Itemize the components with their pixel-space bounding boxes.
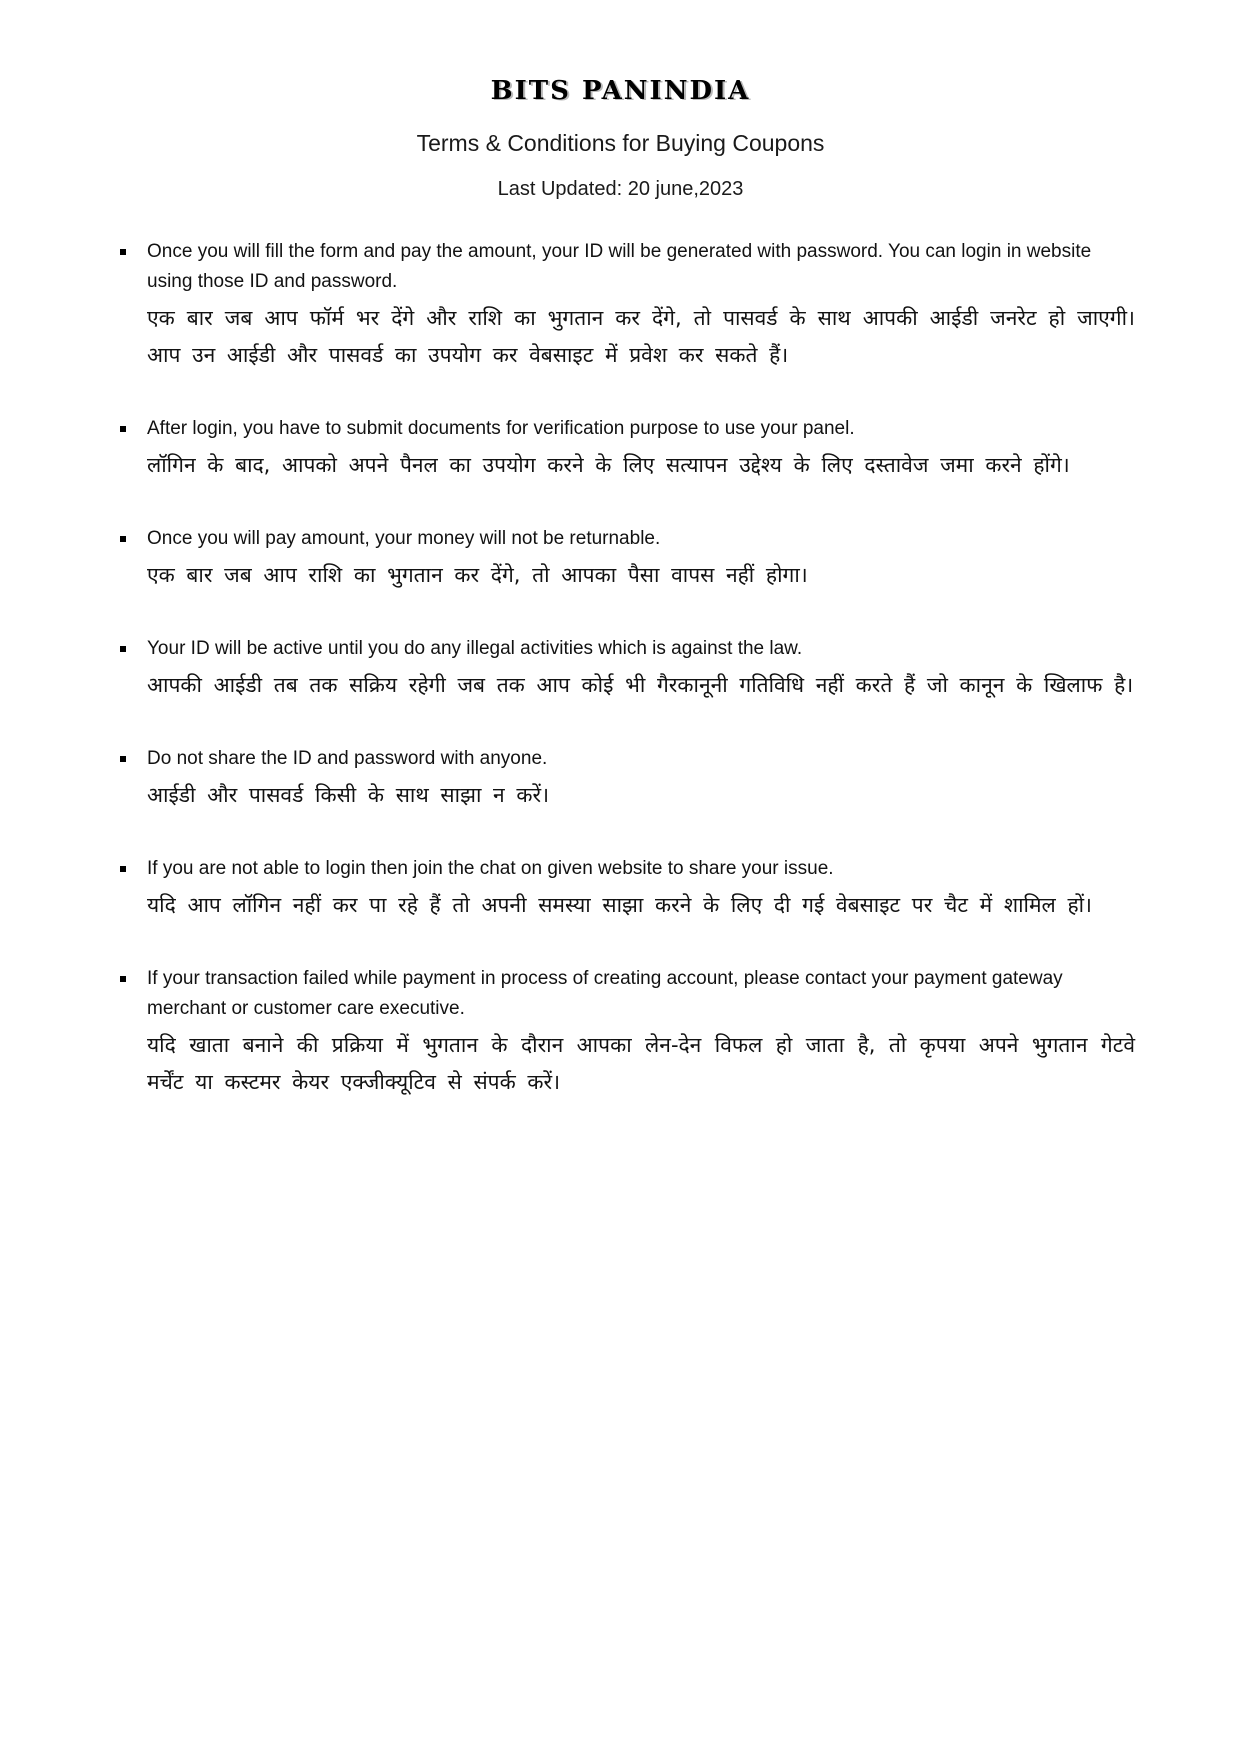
company-title: BITS PANINDIA — [490, 76, 751, 106]
term-text-english: If your transaction failed while payment in process of creating account, please contact your payment gateway merchant or customer care executive. — [147, 968, 1063, 1019]
term-item-5 — [118, 744, 1135, 814]
bullet-square-icon — [120, 976, 126, 982]
term-text-hindi: एक बार जब आप फॉर्म भर देंगे और राशि का भुगतान कर देंगे, तो पासवर्ड के साथ आपकी आईडी जनरेट हो जाएगी। आप उन आईडी और पासवर्ड का उपयोग कर वेबसाइट में प्रवेश कर सकते हैं। — [147, 306, 1135, 367]
document-header — [0, 0, 1241, 201]
term-text-hindi: लॉगिन के बाद, आपको अपने पैनल का उपयोग करने के लिए सत्यापन उद्देश्य के लिए दस्तावेज जमा करने होंगे। — [147, 453, 1070, 477]
term-item-2 — [118, 414, 1135, 484]
bullet-square-icon — [120, 646, 126, 652]
bullet-square-icon — [120, 756, 126, 762]
term-text-hindi: आईडी और पासवर्ड किसी के साथ साझा न करें। — [147, 783, 550, 807]
term-item-3 — [118, 524, 1135, 594]
bullet-square-icon — [120, 536, 126, 542]
bullet-square-icon — [120, 426, 126, 432]
term-text-english: After login, you have to submit documents for verification purpose to use your panel. — [147, 418, 855, 439]
term-text-english: Do not share the ID and password with anyone. — [147, 748, 548, 769]
last-updated-label: Last Updated: 20 june,2023 — [497, 178, 744, 200]
term-text-hindi: यदि आप लॉगिन नहीं कर पा रहे हैं तो अपनी समस्या साझा करने के लिए दी गई वेबसाइट पर चैट में शामिल हों। — [147, 893, 1093, 917]
term-text-english: Once you will fill the form and pay the amount, your ID will be generated with password. You can login in website using those ID and password. — [147, 241, 1092, 292]
bullet-square-icon — [120, 866, 126, 872]
term-text-hindi: यदि खाता बनाने की प्रक्रिया में भुगतान के दौरान आपका लेन-देन विफल हो जाता है, तो कृपया अपने भुगतान गेटवे मर्चेंट या कस्टमर केयर एक्जीक्यूटिव से संपर्क करें। — [147, 1033, 1135, 1094]
term-item-6 — [118, 854, 1135, 924]
term-text-english: If you are not able to login then join the chat on given website to share your issue. — [147, 858, 834, 879]
document-subtitle: Terms & Conditions for Buying Coupons — [416, 130, 825, 156]
term-item-4 — [118, 634, 1135, 704]
bullet-square-icon — [120, 249, 126, 255]
term-text-english: Once you will pay amount, your money will not be returnable. — [147, 528, 661, 549]
term-text-english: Your ID will be active until you do any illegal activities which is against the law. — [147, 638, 803, 659]
term-text-hindi: आपकी आईडी तब तक सक्रिय रहेगी जब तक आप कोई भी गैरकानूनी गतिविधि नहीं करते हैं जो कानून के खिलाफ है। — [147, 673, 1134, 697]
terms-list — [118, 237, 1135, 1101]
term-text-hindi: एक बार जब आप राशि का भुगतान कर देंगे, तो आपका पैसा वापस नहीं होगा। — [147, 563, 808, 587]
term-item-1 — [118, 237, 1135, 374]
term-item-7 — [118, 964, 1135, 1101]
